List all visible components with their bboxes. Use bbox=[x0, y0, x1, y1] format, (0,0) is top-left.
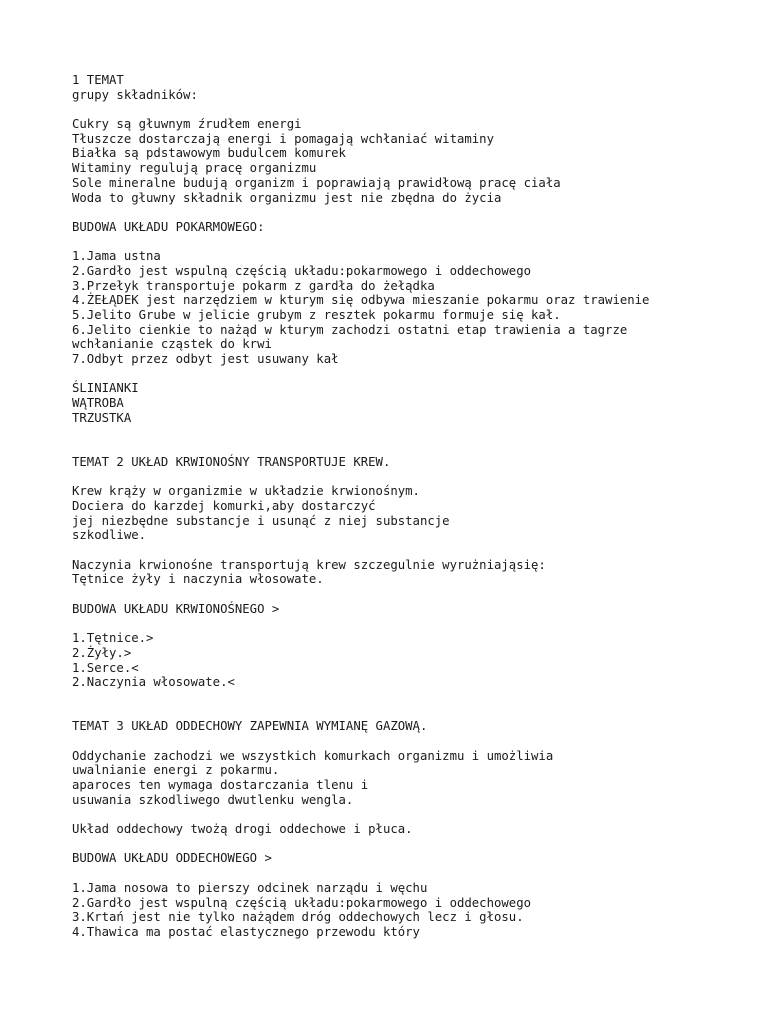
text-line: WĄTROBA bbox=[72, 396, 124, 411]
text-line: Tętnice żyły i naczynia włosowate. bbox=[72, 572, 324, 587]
blank-line bbox=[72, 616, 752, 631]
text-line: Układ oddechowy twożą drogi oddechowe i płuca. bbox=[72, 822, 413, 837]
blank-line bbox=[72, 705, 752, 720]
text-line: Cukry są głuwnym źrudłem energi bbox=[72, 117, 302, 132]
text-line: uwalnianie energi z pokarmu. bbox=[72, 763, 280, 778]
text-line: 2.Żyły.> bbox=[72, 645, 132, 660]
text-line: 2.Gardło jest wspulną częścią układu:pokarmowego i oddechowego bbox=[72, 895, 532, 910]
text-line: TEMAT 3 UKŁAD ODDECHOWY ZAPEWNIA WYMIANĘ GAZOWĄ. bbox=[72, 719, 428, 734]
blank-line bbox=[72, 587, 752, 602]
text-line: 1.Serce.< bbox=[72, 660, 139, 675]
blank-line bbox=[72, 470, 752, 485]
text-line: szkodliwe. bbox=[72, 528, 147, 543]
blank-line bbox=[72, 837, 752, 852]
text-line: BUDOWA UKŁADU KRWIONOŚNEGO > bbox=[72, 601, 280, 616]
text-line: usuwania szkodliwego dwutlenku wengla. bbox=[72, 792, 354, 807]
text-line: 4.Thawica ma postać elastycznego przewodu który bbox=[72, 924, 420, 939]
text-line: 7.Odbyt przez odbyt jest usuwany kał bbox=[72, 352, 339, 367]
text-line: 1 TEMAT bbox=[72, 73, 124, 87]
text-line: TRZUSTKA bbox=[72, 410, 132, 425]
text-line: Dociera do karzdej komurki,aby dostarczyć bbox=[72, 498, 376, 513]
blank-line bbox=[72, 807, 752, 822]
blank-line bbox=[72, 734, 752, 749]
text-line: 2.Naczynia włosowate.< bbox=[72, 675, 235, 690]
text-line: Oddychanie zachodzi we wszystkich komurkach organizmu i umożliwia bbox=[72, 748, 554, 763]
text-line: BUDOWA UKŁADU ODDECHOWEGO > bbox=[72, 851, 272, 866]
blank-line bbox=[72, 367, 752, 382]
text-line: Białka są pdstawowym budulcem komurek bbox=[72, 146, 346, 161]
text-line: ŚLINIANKI bbox=[72, 381, 139, 396]
document-page bbox=[72, 73, 752, 940]
text-line: 1.Jama nosowa to pierszy odcinek narządu i węchu bbox=[72, 880, 428, 895]
text-line: 3.Krtań jest nie tylko nażądem dróg oddechowych lecz i głosu. bbox=[72, 910, 524, 925]
text-line: 5.Jelito Grube w jelicie grubym z resztek pokarmu formuje się kał. bbox=[72, 308, 561, 322]
blank-line bbox=[72, 440, 752, 455]
blank-line bbox=[72, 102, 752, 117]
blank-line bbox=[72, 866, 752, 881]
blank-line bbox=[72, 543, 752, 558]
blank-line bbox=[72, 235, 752, 250]
blank-line bbox=[72, 205, 752, 220]
text-line: Woda to głuwny składnik organizmu jest nie zbędna do życia bbox=[72, 190, 502, 205]
text-line: Krew krąży w organizmie w układzie krwionośnym. bbox=[72, 484, 420, 499]
text-line: 6.Jelito cienkie to nażąd w kturym zachodzi ostatni etap trawienia a tagrze bbox=[72, 322, 628, 337]
text-line: wchłanianie cząstek do krwi bbox=[72, 337, 272, 352]
text-line: 1.Jama ustna bbox=[72, 249, 161, 264]
text-line: 1.Tętnice.> bbox=[72, 631, 154, 646]
text-line: 3.Przełyk transportuje pokarm z gardła do żełądka bbox=[72, 278, 435, 293]
text-line: TEMAT 2 UKŁAD KRWIONOŚNY TRANSPORTUJE KREW. bbox=[72, 454, 391, 469]
text-line: grupy składników: bbox=[72, 87, 198, 102]
blank-line bbox=[72, 690, 752, 705]
blank-line bbox=[72, 426, 752, 441]
text-line: Naczynia krwionośne transportują krew szczegulnie wyrużniająsię: bbox=[72, 557, 546, 572]
text-line: 2.Gardło jest wspulną częścią układu:pokarmowego i oddechowego bbox=[72, 263, 532, 278]
text-line: Witaminy regulują pracę organizmu bbox=[72, 161, 317, 176]
text-line: jej niezbędne substancje i usunąć z niej substancje bbox=[72, 513, 450, 528]
text-line: Sole mineralne budują organizm i poprawiają prawidłową pracę ciała bbox=[72, 175, 561, 190]
text-line: 4.ŻEŁĄDEK jest narzędziem w kturym się odbywa mieszanie pokarmu oraz trawienie bbox=[72, 293, 650, 308]
text-line: aparoces ten wymaga dostarczania tlenu i bbox=[72, 778, 369, 792]
text-line: BUDOWA UKŁADU POKARMOWEGO: bbox=[72, 219, 265, 234]
text-line: Tłuszcze dostarczają energi i pomagają wchłaniać witaminy bbox=[72, 131, 494, 146]
